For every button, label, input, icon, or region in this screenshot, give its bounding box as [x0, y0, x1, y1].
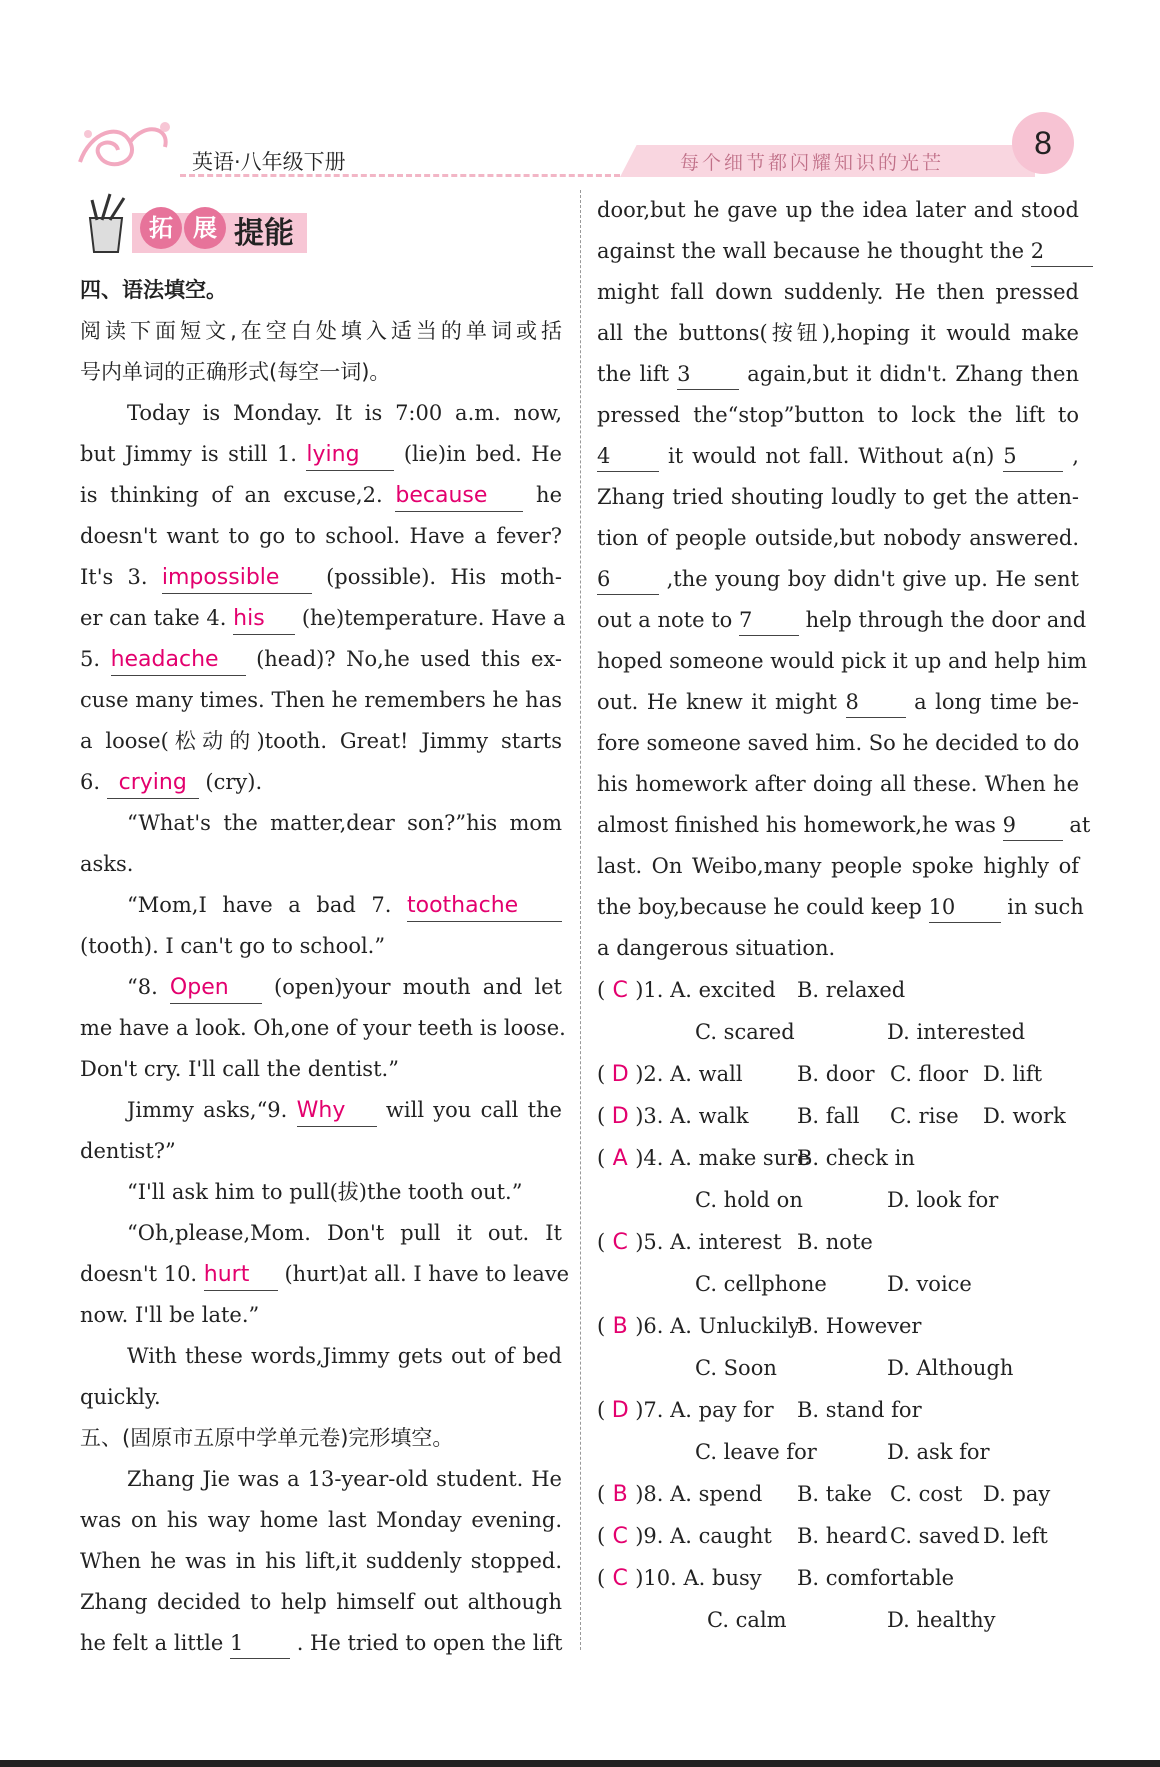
passage-line: 5. headache (head)? No,he used this ex- — [80, 639, 562, 680]
passage-line: “I'll ask him to pull(拔)the tooth out.” — [127, 1180, 523, 1204]
answer-blank-8: Open — [170, 973, 262, 1004]
option-d: D. left — [983, 1524, 1048, 1548]
question-4: ( A )4. A. make sure B. check in — [597, 1137, 1079, 1179]
passage-line: a loose(松动的)tooth. Great! Jimmy starts — [80, 729, 562, 753]
column-divider — [580, 190, 581, 1650]
answer-letter: A — [612, 1146, 628, 1171]
answer-letter: B — [612, 1482, 628, 1507]
question-5: ( C )5. A. interest B. note — [597, 1221, 1079, 1263]
passage-line: When he was in his lift,it suddenly stopped. — [80, 1549, 562, 1573]
header-slogan: 每个细节都闪耀知识的光芒 — [680, 152, 945, 174]
passage-line: (tooth). I can't go to school.” — [80, 934, 386, 958]
section-badge-title: 提能 — [234, 216, 294, 251]
answer-letter: C — [612, 1524, 628, 1549]
passage-line: “8. Open (open)your mouth and let — [80, 967, 562, 1008]
answer-blank-9: Why — [297, 1096, 377, 1127]
question-6: ( B )6. A. Unluckily B. However — [597, 1305, 1079, 1347]
question-3: ( D )3. A. walk B. fall C. rise D. work — [597, 1095, 1079, 1137]
answer-blank-7: toothache — [407, 891, 562, 922]
passage-line: now. I'll be late.” — [80, 1303, 260, 1327]
passage-line: almost finished his homework,he was 9 at — [597, 805, 1079, 846]
badge-char-2: 展 — [184, 207, 226, 249]
right-column — [597, 190, 1091, 1641]
passage-line: Zhang tried shouting loudly to get the atten- — [597, 485, 1079, 509]
option-d: D. lift — [983, 1062, 1043, 1086]
cloze-blank-5: 5 — [1003, 441, 1063, 472]
passage-line: out. He knew it might 8 a long time be- — [597, 682, 1079, 723]
question-10: ( C )10. A. busy B. comfortable — [597, 1557, 1079, 1599]
answer-blank-1: lying — [306, 440, 394, 471]
option-d: D. ask for — [887, 1440, 990, 1464]
answer-blank-6: crying — [107, 768, 199, 799]
passage-line: me have a look. Oh,one of your teeth is loose. — [80, 1016, 566, 1040]
passage-line: doesn't want to go to school. Have a fever? — [80, 524, 562, 548]
passage-line: a dangerous situation. — [597, 936, 836, 960]
question-1-row-2 — [597, 1011, 1079, 1053]
left-column — [80, 270, 570, 1664]
question-4-row-2 — [597, 1179, 1079, 1221]
passage-line: tion of people outside,but nobody answered. — [597, 526, 1079, 550]
passage-line: but Jimmy is still 1. lying (lie)in bed. He — [80, 434, 562, 475]
passage-line: asks. — [80, 852, 134, 876]
option-d: D. work — [983, 1104, 1066, 1128]
option-b: B. stand for — [797, 1398, 922, 1422]
passage-line: dentist?” — [80, 1139, 176, 1163]
passage-line: doesn't 10. hurt (hurt)at all. I have to leave — [80, 1254, 562, 1295]
passage-line: last. On Weibo,many people spoke highly of — [597, 854, 1079, 878]
question-5-row-2 — [597, 1263, 1079, 1305]
answer-blank-4: his — [233, 604, 295, 635]
instruction-line: 阅读下面短文,在空白处填入适当的单词或括 — [80, 319, 562, 343]
cloze-blank-10: 10 — [929, 892, 1001, 923]
answer-letter: C — [612, 1230, 628, 1255]
passage-line: fore someone saved him. So he decided to do — [597, 731, 1080, 755]
answer-blank-3: impossible — [162, 563, 312, 594]
option-d: D. Although — [887, 1356, 1014, 1380]
option-b: B. comfortable — [797, 1566, 955, 1590]
passage-line: against the wall because he thought the 2 — [597, 231, 1079, 272]
passage-line: cuse many times. Then he remembers he has — [80, 688, 562, 712]
cloze-blank-6: 6 — [597, 564, 659, 595]
answer-letter: C — [612, 978, 628, 1003]
option-c: C. floor — [890, 1062, 969, 1086]
option-d: D. pay — [983, 1482, 1051, 1506]
option-b: B. fall — [797, 1104, 860, 1128]
bottom-edge — [0, 1760, 1160, 1767]
passage-line: he felt a little 1 . He tried to open the lift — [80, 1623, 562, 1664]
option-d: D. voice — [887, 1272, 972, 1296]
pen-holder-icon — [80, 190, 132, 256]
badge-char-1: 拓 — [140, 207, 182, 249]
option-c: C. cost — [890, 1482, 963, 1506]
option-b: B. check in — [797, 1146, 915, 1170]
passage-line: Today is Monday. It is 7:00 a.m. now, — [127, 401, 562, 425]
question-1: ( C )1. A. excited B. relaxed — [597, 969, 1079, 1011]
option-c: C. rise — [890, 1104, 959, 1128]
page-number: 8 — [1012, 112, 1074, 174]
answer-letter: D — [611, 1062, 629, 1087]
passage-line: Jimmy asks,“9. Why will you call the — [80, 1090, 562, 1131]
answer-blank-5: headache — [111, 645, 246, 676]
passage-line: out a note to 7 help through the door and — [597, 600, 1079, 641]
passage-line: pressed the“stop”button to lock the lift to — [597, 403, 1079, 427]
passage-line: is thinking of an excuse,2. because he — [80, 475, 562, 516]
option-d: D. look for — [887, 1188, 999, 1212]
cloze-blank-9: 9 — [1003, 810, 1063, 841]
section-4-heading: 四、语法填空。 — [80, 278, 227, 302]
option-c: C. Soon — [695, 1356, 777, 1380]
question-9: ( C )9. A. caught B. heard C. saved D. left — [597, 1515, 1079, 1557]
passage-line: With these words,Jimmy gets out of bed — [127, 1344, 562, 1368]
passage-line: might fall down suddenly. He then pressed — [597, 280, 1079, 304]
passage-line: 6 ,the young boy didn't give up. He sent — [597, 559, 1079, 600]
passage-line: all the buttons(按钮),hoping it would make — [597, 321, 1079, 345]
passage-line: Zhang Jie was a 13-year-old student. He — [127, 1467, 562, 1491]
option-d: D. interested — [887, 1020, 1026, 1044]
header-divider — [180, 174, 620, 177]
passage-line: “Oh,please,Mom. Don't pull it out. It — [127, 1221, 562, 1245]
question-7-row-2 — [597, 1431, 1079, 1473]
question-8: ( B )8. A. spend B. take C. cost D. pay — [597, 1473, 1079, 1515]
question-2: ( D )2. A. wall B. door C. floor D. lift — [597, 1053, 1079, 1095]
passage-line: “What's the matter,dear son?”his mom — [127, 811, 562, 835]
cloze-blank-2: 2 — [1031, 236, 1093, 267]
option-c: C. hold on — [695, 1188, 803, 1212]
passage-line: the boy,because he could keep 10 in such — [597, 887, 1079, 928]
cloze-blank-7: 7 — [739, 605, 799, 636]
option-c: C. calm — [707, 1608, 787, 1632]
cloze-blank-8: 8 — [846, 687, 906, 718]
passage-line: It's 3. impossible (possible). His moth- — [80, 557, 562, 598]
answer-letter: D — [611, 1398, 629, 1423]
passage-line: er can take 4. his (he)temperature. Have a — [80, 598, 562, 639]
option-b: B. However — [797, 1314, 922, 1338]
passage-line: hoped someone would pick it up and help him — [597, 649, 1088, 673]
passage-line: was on his way home last Monday evening. — [80, 1508, 562, 1532]
option-b: B. relaxed — [797, 978, 906, 1002]
option-c: C. scared — [695, 1020, 795, 1044]
passage-line: Don't cry. I'll call the dentist.” — [80, 1057, 399, 1081]
section-5-heading: 五、(固原市五原中学单元卷)完形填空。 — [80, 1426, 454, 1450]
option-c: C. saved — [890, 1524, 980, 1548]
option-b: B. take — [797, 1482, 872, 1506]
cloze-blank-3: 3 — [677, 359, 739, 390]
question-7: ( D )7. A. pay for B. stand for — [597, 1389, 1079, 1431]
passage-line: 6. crying (cry). — [80, 762, 562, 803]
passage-line: his homework after doing all these. When he — [597, 772, 1079, 796]
option-c: C. leave for — [695, 1440, 817, 1464]
cloze-blank-1: 1 — [230, 1628, 290, 1659]
question-6-row-2 — [597, 1347, 1079, 1389]
passage-line: door,but he gave up the idea later and stood — [597, 198, 1079, 222]
passage-line: Zhang decided to help himself out although — [80, 1590, 562, 1614]
passage-line: 4 it would not fall. Without a(n) 5 , — [597, 436, 1079, 477]
floral-ornament-icon — [70, 112, 180, 182]
option-b: B. note — [797, 1230, 873, 1254]
question-10-row-2 — [597, 1599, 1079, 1641]
answer-letter: B — [612, 1314, 628, 1339]
option-c: C. cellphone — [695, 1272, 827, 1296]
passage-line: the lift 3 again,but it didn't. Zhang then — [597, 354, 1079, 395]
cloze-blank-4: 4 — [597, 441, 659, 472]
answer-blank-2: because — [395, 481, 523, 512]
answer-letter: D — [611, 1104, 629, 1129]
book-title: 英语·八年级下册 — [192, 150, 346, 174]
passage-line: quickly. — [80, 1385, 161, 1409]
passage-line: “Mom,I have a bad 7. toothache — [80, 885, 562, 926]
option-b: B. heard — [797, 1524, 888, 1548]
option-d: D. healthy — [887, 1608, 996, 1632]
answer-blank-10: hurt — [204, 1260, 278, 1291]
option-b: B. door — [797, 1062, 875, 1086]
instruction-line: 号内单词的正确形式(每空一词)。 — [80, 360, 391, 384]
answer-letter: C — [612, 1566, 628, 1591]
